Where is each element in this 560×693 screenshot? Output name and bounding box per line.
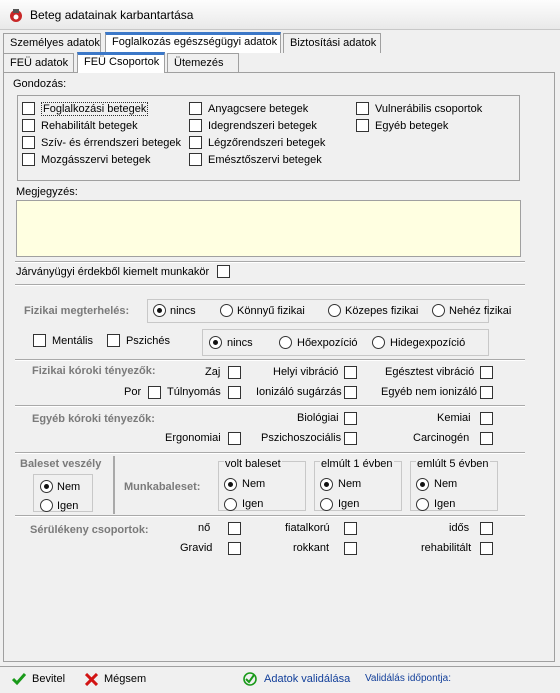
fizikai-options: [153, 304, 511, 317]
rokkant-checkbox[interactable]: [344, 542, 357, 555]
tab-szemelyes[interactable]: [3, 33, 101, 53]
tab-label: Foglalkozás egészségügyi adatok: [112, 36, 278, 48]
tab-biztositasi[interactable]: [283, 33, 381, 53]
pszichés-checkbox[interactable]: [107, 334, 120, 347]
checkbox-label: nő: [198, 522, 211, 534]
egyeb-koroki-label: Egyéb kóroki tényezők:: [32, 413, 155, 425]
checkbox[interactable]: [356, 119, 369, 132]
tab-label: FEÜ Csoportok: [84, 56, 160, 68]
radio-label: nincs: [227, 336, 253, 349]
jarvany-row: [16, 265, 230, 278]
radio-label: Könnyű fizikai: [237, 304, 305, 317]
app-icon: [8, 7, 24, 23]
divider: [15, 261, 525, 263]
tab-feu-adatok[interactable]: [3, 53, 74, 73]
tab-label: Biztosítási adatok: [290, 37, 377, 49]
egyeb-nem-ionizalo-checkbox[interactable]: [480, 386, 493, 399]
radio-label: Nem: [242, 478, 266, 490]
checkbox[interactable]: [22, 136, 35, 149]
checkbox-label: Egyéb nem ionizáló: [381, 386, 478, 398]
jarvany-label: Járványügyi érdekből kiemelt munkakör: [16, 265, 210, 278]
checkbox-label: Idegrendszeri betegek: [208, 119, 317, 132]
validate-icon: [242, 671, 258, 687]
checkbox-label: Szív- és érrendszeri betegek: [41, 136, 182, 149]
radio-nehez[interactable]: [432, 304, 445, 317]
fizikai-label: Fizikai megterhelés:: [24, 305, 130, 317]
elmult1-options: [320, 474, 361, 514]
tab-label: Személyes adatok: [10, 37, 100, 49]
jarvany-checkbox[interactable]: [217, 265, 230, 278]
mentalis-row: [33, 334, 170, 347]
validation-time-label: Validálás időpontja:: [365, 673, 451, 684]
checkbox[interactable]: [356, 102, 369, 115]
checkbox-label: Légzőrendszeri betegek: [208, 136, 326, 149]
checkbox-label: idős: [449, 522, 470, 534]
checkbox[interactable]: [189, 102, 202, 115]
radio-expo-nincs[interactable]: [209, 336, 222, 349]
divider: [15, 359, 525, 361]
checkbox[interactable]: [22, 102, 35, 115]
checkbox-label: Anyagcsere betegek: [208, 102, 309, 115]
baleset-options: [40, 477, 80, 515]
radio-label: Hidegexpozíció: [390, 336, 466, 349]
idos-checkbox[interactable]: [480, 522, 493, 535]
group-label: elmúlt 1 évben: [321, 458, 393, 470]
tab-label: Ütemezés: [174, 57, 224, 69]
checkbox-label: Kemiai: [437, 412, 471, 424]
radio-volt-igen[interactable]: [224, 498, 237, 511]
checkbox-label: Helyi vibráció: [273, 366, 339, 378]
checkbox-label: Pszichés: [125, 334, 170, 347]
checkbox-label: Biológiai: [297, 412, 339, 424]
serulekeny-label: Sérülékeny csoportok:: [30, 524, 149, 536]
checkbox[interactable]: [189, 119, 202, 132]
radio-label: nincs: [170, 304, 196, 317]
egesztest-vibracio-checkbox[interactable]: [480, 366, 493, 379]
gondozas-col2: [189, 100, 325, 168]
carcinogen-checkbox[interactable]: [480, 432, 493, 445]
radio-label: Közepes fizikai: [345, 304, 419, 317]
radio-baleset-igen[interactable]: [40, 499, 53, 512]
radio-nincs[interactable]: [153, 304, 166, 317]
checkbox-label: Ergonomiai: [165, 432, 221, 444]
radio-label: Nem: [57, 480, 81, 493]
checkbox-label: Gravid: [180, 542, 213, 554]
title-bar: [0, 0, 560, 30]
radio-label: Igen: [57, 499, 79, 512]
elmult5-options: [416, 474, 457, 514]
expo-options: [209, 336, 465, 349]
por-checkbox[interactable]: [148, 386, 161, 399]
cancel-label: Mégsem: [104, 673, 147, 685]
checkbox-label: Túlnyomás: [167, 386, 221, 398]
checkbox-label: Por: [124, 386, 142, 398]
ionizalo-checkbox[interactable]: [344, 386, 357, 399]
save-label: Bevitel: [32, 673, 66, 685]
checkbox-label: Ionizáló sugárzás: [256, 386, 342, 398]
checkbox-label: Vulnerábilis csoportok: [375, 102, 483, 115]
checkbox-label: fiatalkorú: [285, 522, 330, 534]
tab-label: FEÜ adatok: [10, 57, 69, 69]
validate-label: Adatok validálása: [264, 673, 351, 685]
mentalis-checkbox[interactable]: [33, 334, 46, 347]
radio-1ev-igen[interactable]: [320, 498, 333, 511]
radio-hoexpozicio[interactable]: [279, 336, 292, 349]
pszichoszocialis-checkbox[interactable]: [344, 432, 357, 445]
radio-5ev-igen[interactable]: [416, 498, 429, 511]
megjegyzes-label: Megjegyzés:: [16, 186, 78, 198]
ergonomiai-checkbox[interactable]: [228, 432, 241, 445]
group-label: emlúlt 5 évben: [417, 458, 489, 470]
divider: [15, 405, 525, 407]
rehabilitalt-checkbox[interactable]: [480, 542, 493, 555]
radio-label: Igen: [242, 498, 264, 510]
helyi-vibracio-checkbox[interactable]: [344, 366, 357, 379]
radio-1ev-nem[interactable]: [320, 478, 333, 491]
biologiai-checkbox[interactable]: [344, 412, 357, 425]
checkbox-label: Mentális: [52, 334, 93, 347]
zaj-checkbox[interactable]: [228, 366, 241, 379]
checkbox-label: Mozgásszervi betegek: [41, 153, 151, 166]
checkmark-icon: [12, 672, 26, 686]
divider: [15, 515, 525, 517]
checkbox-label: Emésztőszervi betegek: [208, 153, 322, 166]
checkbox-label: Rehabilitált betegek: [41, 119, 138, 132]
gondozas-col1: [22, 100, 181, 168]
tab-utemezes[interactable]: [167, 53, 239, 73]
checkbox-label: Foglalkozási betegek: [43, 102, 147, 115]
checkbox-label: Carcinogén: [413, 432, 470, 444]
fiatalkoru-checkbox[interactable]: [344, 522, 357, 535]
kemiai-checkbox[interactable]: [480, 412, 493, 425]
baleset-label: Baleset veszély: [20, 458, 102, 470]
radio-baleset-nem[interactable]: [40, 480, 53, 493]
close-icon: [85, 673, 98, 686]
tab-feu-csoportok[interactable]: [77, 52, 165, 73]
cancel-button[interactable]: [81, 668, 150, 690]
radio-label: Igen: [338, 498, 360, 510]
megjegyzes-textarea[interactable]: [16, 200, 521, 257]
radio-label: Nehéz fizikai: [449, 304, 512, 317]
checkbox-label: rehabilitált: [421, 542, 472, 554]
gondozas-col3: [356, 100, 482, 134]
checkbox[interactable]: [22, 119, 35, 132]
volt-baleset-options: [224, 474, 265, 514]
divider-vertical: [113, 456, 115, 514]
group-label: volt baleset: [225, 458, 281, 470]
radio-konnyu[interactable]: [220, 304, 233, 317]
radio-kozepes[interactable]: [328, 304, 341, 317]
no-checkbox[interactable]: [228, 522, 241, 535]
radio-label: Nem: [338, 478, 362, 490]
radio-label: Nem: [434, 478, 458, 490]
checkbox-label: Zaj: [205, 366, 221, 378]
radio-5ev-nem[interactable]: [416, 478, 429, 491]
checkbox[interactable]: [22, 153, 35, 166]
checkbox-label: rokkant: [293, 542, 330, 554]
divider: [15, 452, 525, 454]
fizikai-koroki-label: Fizikai kóroki tényezők:: [32, 365, 156, 377]
gravid-checkbox[interactable]: [228, 542, 241, 555]
save-button[interactable]: [8, 668, 69, 690]
tab-foglalkozas[interactable]: [105, 32, 281, 53]
gondozas-label: Gondozás:: [13, 78, 67, 90]
checkbox-label: Egésztest vibráció: [385, 366, 475, 378]
checkbox[interactable]: [189, 136, 202, 149]
divider: [15, 284, 525, 286]
radio-label: Igen: [434, 498, 456, 510]
checkbox-label: Pszichoszociális: [261, 432, 342, 444]
checkbox[interactable]: [189, 153, 202, 166]
checkbox-label: Egyéb betegek: [375, 119, 449, 132]
radio-hidegexpozicio[interactable]: [372, 336, 385, 349]
validate-button[interactable]: [238, 668, 354, 690]
munkabaleset-label: Munkabaleset:: [124, 481, 201, 493]
radio-volt-nem[interactable]: [224, 478, 237, 491]
radio-label: Hőexpozíció: [297, 336, 358, 349]
tulnyomas-checkbox[interactable]: [228, 386, 241, 399]
window-title: Beteg adatainak karbantartása: [30, 8, 194, 22]
